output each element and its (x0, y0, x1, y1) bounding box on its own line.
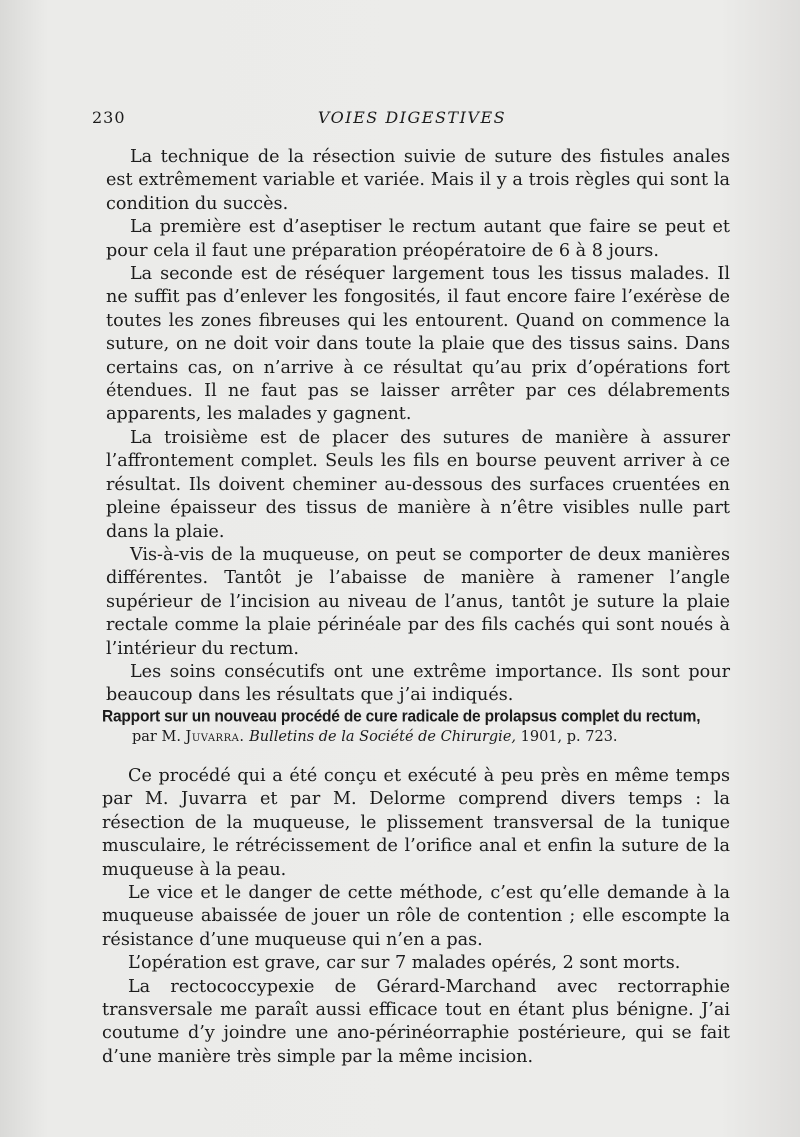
citation-author: Juvarra. (185, 729, 245, 745)
section-title: Rapport sur un nouveau procédé de cure radicale de prolapsus complet du rectum, (102, 707, 701, 726)
page-header (92, 108, 732, 130)
paragraph: Ce procédé qui a été conçu et exécuté à peu près en même temps par M. Juvarra et par M. Delorme comprend divers temps : la résection de la muqueuse, le plissement transversal de la tunique musculaire, le rétrécissement de l’orifice anal et enfin la suture de la muqueuse à la peau. (102, 766, 730, 880)
paragraph: La troisième est de placer des sutures de manière à assurer l’affrontement complet. Seuls les fils en bourse peuvent arriver à ce résultat. Ils doivent cheminer au-dessous des surfaces cruentées en pleine épaisseur des tissus de manière à n’être visibles nulle part dans la plaie. (106, 427, 730, 542)
paragraph: Vis-à-vis de la muqueuse, on peut se comporter de deux manières différentes. Tantôt je l’abaisse de manière à ramener l’angle supérieur de l’incision au niveau de l’anus, tantôt je suture la plaie rectale comme la plaie périnéale par des fils cachés qui sont noués à l’intérieur du rectum. (106, 544, 730, 659)
paragraph: La première est d’aseptiser le rectum autant que faire se peut et pour cela il faut une préparation préopératoire de 6 à 8 jours. (106, 217, 730, 261)
running-title: VOIES DIGESTIVES (317, 108, 507, 127)
paragraph: Le vice et le danger de cette méthode, c’est qu’elle demande à la muqueuse abaissée de jouer un rôle de contention ; elle escompte la résistance d’une muqueuse qui n’en a pas. (102, 883, 730, 950)
paragraph: La seconde est de réséquer largement tous les tissus malades. Il ne suffit pas d’enlever les fongosités, il faut encore faire l’exérèse de toutes les zones fibreuses qui les entourent. Quand on commence la suture, on ne doit voir dans toute la plaie que des tissus sains. Dans certains cas, on n’arrive à ce résultat qu’au prix d’opérations fort étendues. Il ne faut pas se laisser arrêter par ces délabrements apparents, les malades y gagnent. (106, 264, 730, 425)
citation-journal: Bulletins de la Société de Chirurgie, (249, 729, 517, 745)
paragraph: La rectococcypexie de Gérard-Marchand avec rectorraphie transversale me paraît aussi efficace tout en étant plus bénigne. J’ai coutume d’y joindre une ano-périnéorraphie postérieure, qui se fait d’une manière très simple par la même incision. (102, 976, 730, 1067)
citation (102, 727, 730, 747)
paragraph: L’opération est grave, car sur 7 malades opérés, 2 sont morts. (128, 953, 681, 974)
page-number: 230 (92, 108, 126, 127)
citation-par: par M. (132, 729, 181, 745)
citation-reference: 1901, p. 723. (520, 729, 618, 745)
report-section (102, 706, 730, 1069)
paragraph: La technique de la résection suivie de suture des fistules anales est extrêmement variable et variée. Mais il y a trois règles qui sont la condition du succès. (106, 147, 730, 214)
body-text-top (106, 146, 730, 708)
paragraph: Les soins consécutifs ont une extrême importance. Ils sont pour beaucoup dans les résultats que j’ai indiqués. (106, 661, 730, 706)
body-text-bottom (102, 765, 730, 1069)
